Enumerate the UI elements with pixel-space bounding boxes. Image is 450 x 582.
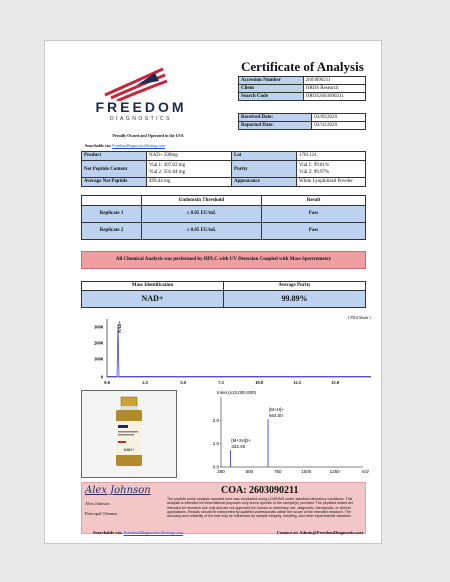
spec-x-tick: 500 xyxy=(245,469,254,474)
chrom-x-tick: 12.5 xyxy=(293,380,301,385)
chrom-y-tick: 2000 xyxy=(94,340,103,346)
replicate-result: Pass xyxy=(262,223,366,240)
mass-id-header: Mass Identification xyxy=(82,282,224,291)
avg-label: Average Net Peptide xyxy=(82,178,147,187)
chrom-x-tick: 15.0 xyxy=(331,380,339,385)
chrom-x-tick: 0.0 xyxy=(104,380,110,385)
spec-y-tick: 0.0 xyxy=(212,464,219,470)
table-row xyxy=(82,206,366,223)
purity-values xyxy=(297,161,366,178)
footer-search-label: Searchable via: xyxy=(93,530,123,535)
avg-purity-value: 99.89% xyxy=(224,291,366,308)
row-label: Reported Date: xyxy=(239,122,312,130)
table-row xyxy=(239,122,366,130)
row-value: OROS2603090211 xyxy=(303,93,365,101)
flag-logo-icon xyxy=(97,65,171,101)
replicate-result: Pass xyxy=(262,206,366,223)
accession-table xyxy=(238,76,366,101)
search-label: Searchable via: xyxy=(85,143,112,148)
appearance-value: White Lyophilized Powder xyxy=(297,178,366,187)
table-header xyxy=(82,282,366,291)
spec-xlabel: m/z xyxy=(361,469,369,474)
signer-role: Principal Chemist xyxy=(85,511,118,516)
brand-name: FREEDOM xyxy=(95,99,187,115)
net-vial2: Vial 2: 501.84 mg xyxy=(149,170,186,175)
chrom-x-tick: 5.0 xyxy=(180,380,186,385)
spec-peak-value: 664.00 xyxy=(269,413,283,419)
spec-x-tick: 1000 xyxy=(301,469,312,474)
table-row xyxy=(239,114,366,122)
replicate-label: Replicate 1 xyxy=(82,206,142,223)
row-label: Client xyxy=(239,85,304,93)
document-title: Certificate of Analysis xyxy=(241,59,364,74)
chrom-peak-label: NAD+ xyxy=(117,320,122,333)
spec-x-tick: 750 xyxy=(274,469,282,474)
row-value: 03/10/2026 xyxy=(312,122,366,130)
purity-vial2: Vial 2: 99.97% xyxy=(299,170,330,175)
chrom-y-tick: 0 xyxy=(100,374,103,380)
mass-id-value: NAD+ xyxy=(82,291,224,308)
endotoxin-table xyxy=(81,195,366,240)
table-row xyxy=(239,85,366,93)
net-vial1: Vial 1: 497.03 mg xyxy=(149,163,186,168)
net-values xyxy=(147,161,232,178)
purity-header: Average Purity xyxy=(224,282,366,291)
mass-spectrum-chart xyxy=(195,387,375,477)
chrom-y-tick: 1000 xyxy=(94,356,103,362)
footer-search-link[interactable]: FreedomDiagnosticsTesting.com xyxy=(123,530,183,535)
disclaimer: The peptide purity analysis reported here was conducted using LCMS/MS under standard laboratory conditions. This analysis is intended for informational purposes only and is specific to the sample(s) provided. The peptides tested are intended for research use only and are not approved for human or veterinary use, diagnostic, therapeutic, or clinical applications. Results should be interpreted by qualified professionals within the scope of the intended research. The accuracy and reliability of the test may be influenced by sample integrity, handling, and other experimental variables. xyxy=(167,497,354,519)
table-row xyxy=(82,178,366,187)
lot-value: 1781124 xyxy=(297,152,366,161)
lot-label: Lot xyxy=(232,152,297,161)
product-value: NAD+ 500mg xyxy=(147,152,232,161)
coa-label: COA: 2603090211 xyxy=(221,485,299,496)
vial-photo xyxy=(81,390,177,478)
table-row xyxy=(239,77,366,85)
empty-header xyxy=(82,196,142,206)
dates-table xyxy=(238,113,366,130)
chrom-x-tick: 7.5 xyxy=(218,380,224,385)
mass-table xyxy=(81,281,366,308)
net-label: Net Peptide Content xyxy=(82,161,147,178)
brand-sub: DIAGNOSTICS xyxy=(110,116,172,122)
signer-name: Alex Johnson xyxy=(85,501,110,506)
footer-search xyxy=(93,530,183,535)
chrom-x-tick: 2.5 xyxy=(142,380,148,385)
footer-contact: Contact at: Admin@FreedomDiagnostics.net xyxy=(276,530,363,535)
spec-y-tick: 1.0 xyxy=(212,441,219,447)
replicate-threshold: ≤ 0.05 EU/mL xyxy=(142,223,262,240)
spec-x-tick: 1250 xyxy=(329,469,340,474)
signature: Alex Johnson xyxy=(85,485,151,496)
footer xyxy=(93,530,363,535)
appearance-label: Appearance xyxy=(232,178,297,187)
row-value: 03/09/2026 xyxy=(312,114,366,122)
chromatogram xyxy=(77,311,377,391)
table-row xyxy=(82,152,366,161)
spec-x-tick: 250 xyxy=(217,469,225,474)
spec-peak-label: [M+H]+ xyxy=(269,407,284,413)
search-line xyxy=(85,143,165,148)
row-label: Accession Number xyxy=(239,77,304,85)
table-row xyxy=(82,161,366,178)
table-header xyxy=(82,196,366,206)
row-value: 2603090211 xyxy=(303,77,365,85)
method-banner: All Chemical Analysis was performed by HPLC with UV Detection Coupled with Mass Spectrometry xyxy=(81,251,366,269)
table-row xyxy=(82,223,366,240)
vial-icon xyxy=(82,391,176,477)
row-label: Search Code xyxy=(239,93,304,101)
chrom-x-tick: 10.0 xyxy=(255,380,263,385)
spec-y-tick: 2.0 xyxy=(212,417,219,423)
table-row xyxy=(82,291,366,308)
purity-vial1: Vial 1: 99.81% xyxy=(299,163,330,168)
chrom-trace xyxy=(107,325,371,377)
avg-value: 499.44 mg xyxy=(147,178,232,187)
chrom-detector-label: 1 PDA Multi 1 xyxy=(347,315,371,320)
tagline: Proudly Owned and Operated in the USA xyxy=(112,133,184,138)
row-label: Received Date: xyxy=(239,114,312,122)
certificate-page xyxy=(44,40,382,544)
threshold-header: Endotoxin Threshold xyxy=(142,196,262,206)
spec-peak-value: 332.49 xyxy=(231,444,246,450)
product-table xyxy=(81,151,366,187)
row-value: OROS Research xyxy=(303,85,365,93)
result-header: Result xyxy=(262,196,366,206)
product-label: Product xyxy=(82,152,147,161)
replicate-threshold: ≤ 0.05 EU/mL xyxy=(142,206,262,223)
chrom-y-tick: 3000 xyxy=(94,324,103,330)
purity-label: Purity xyxy=(232,161,297,178)
table-row xyxy=(239,93,366,101)
search-link[interactable]: FreedomDiagnosticsTesting.com xyxy=(112,143,165,148)
replicate-label: Replicate 2 xyxy=(82,223,142,240)
spec-ylabel: Inten.(x10,000,000) xyxy=(217,390,257,395)
spec-peak-label: [M+2H]2+ xyxy=(231,438,252,444)
vial-label-text: NAD+ xyxy=(123,447,135,452)
